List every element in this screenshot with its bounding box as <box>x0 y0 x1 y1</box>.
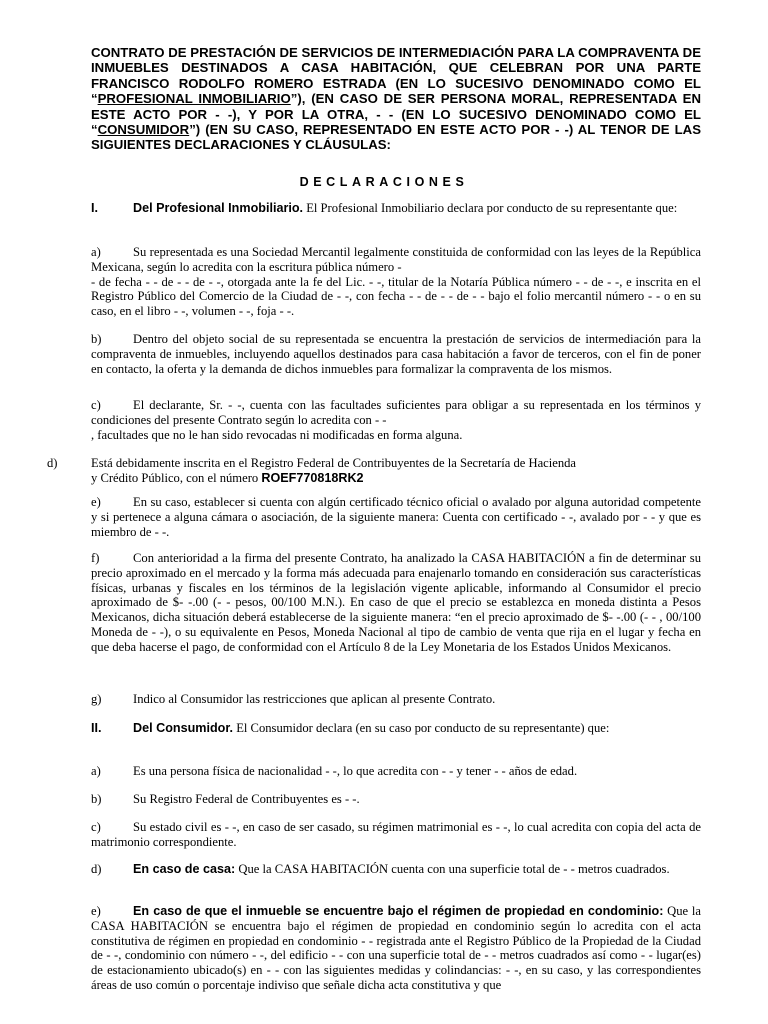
item-heading: En caso de casa: <box>133 862 236 876</box>
section-2-intro <box>91 721 701 736</box>
declaration-2a <box>91 764 701 779</box>
title-part-3: ”) (EN SU CASO, REPRESENTADO EN ESTE ACTO POR - -) AL TENOR DE LAS SIGUIENTES DECLARACIONES Y CLÁUSULAS: <box>91 122 701 153</box>
section-1-number: I. <box>91 201 98 215</box>
item-text: El declarante, Sr. - -, cuenta con las facultades suficientes para obligar a su representada en los términos y condiciones del presente Contrato según lo acredita con - - <box>91 398 701 427</box>
declaration-2b <box>91 792 701 807</box>
declaration-1d <box>91 456 701 486</box>
item-text: Su Registro Federal de Contribuyentes es - -. <box>133 792 360 806</box>
section-1-text: El Profesional Inmobiliario declara por conducto de su representante que: <box>303 201 678 215</box>
item-label: g) <box>91 692 102 706</box>
item-text: Está debidamente inscrita en el Registro Federal de Contribuyentes de la Secretaría de Hacienda <box>91 456 577 470</box>
item-label: e) <box>91 495 101 509</box>
item-label: e) <box>91 904 101 918</box>
item-label: a) <box>91 764 101 778</box>
declaraciones-heading: DECLARACIONES <box>299 175 469 189</box>
item-text-continued: y Crédito Público, con el número <box>91 470 262 485</box>
title-profesional-inmobiliario: PROFESIONAL INMOBILIARIO <box>97 91 291 107</box>
declaration-1g <box>91 692 701 707</box>
declaration-1d-label: d) <box>47 456 58 470</box>
title-part-2: ”), (EN CASO DE SER PERSONA MORAL, REPRESENTADA EN ESTE ACTO POR - -), Y POR LA OTRA, - - (EN LO SUCESIVO DENOMINADO COMO EL “ <box>91 91 701 138</box>
item-text: Indico al Consumidor las restricciones que aplican al presente Contrato. <box>133 692 496 706</box>
section-1-intro <box>91 201 701 216</box>
item-label: c) <box>91 398 101 412</box>
declaration-2e <box>91 904 701 993</box>
item-label: c) <box>91 820 101 834</box>
declaration-2c <box>91 820 701 850</box>
item-label: f) <box>91 551 100 565</box>
item-text: Con anterioridad a la firma del presente Contrato, ha analizado la CASA HABITACIÓN a fin de determinar su precio aproximado en el mercado y la forma más adecuada para enajenarlo tomando en consideración sus características físicas, urbanas y fiscales en los términos de la legislación vigente aplicable, informando al Consumidor el precio aproximado de $- -.00 (- - pesos, 00/100 M.N.). En caso de que el precio se establezca en moneda distinta a Pesos Mexicanos, dicha situación deberá establecerse de la siguiente manera: “en el precio aproximado de $- -.00 (- - , 00/100 Moneda de - -), o su equivalente en Pesos, Moneda Nacional al tipo de cambio de venta que rija en el lugar y fecha en que deba hacerse el pago, de conformidad con el Artículo 8 de la Ley Monetaria de los Estados Unidos Mexicanos. <box>91 551 701 654</box>
item-label: a) <box>91 245 101 259</box>
rfc-number: ROEF770818RK2 <box>261 470 364 485</box>
item-heading: En caso de que el inmueble se encuentre bajo el régimen de propiedad en condominio: <box>133 904 664 918</box>
item-text-continued: - de fecha - - de - - de - -, otorgada ante la fe del Lic. - -, titular de la Notaría Pública número - - de - -, e inscrita en el Registro Público del Comercio de la Ciudad de - -, con fecha - - de - - de - - bajo el folio mercantil número - - o en su caso, en el libro - -, volumen - -, foja - -. <box>91 274 701 319</box>
contract-title <box>91 45 701 153</box>
declaration-1b <box>91 332 701 376</box>
declaration-1f <box>91 551 701 655</box>
item-text: Es una persona física de nacionalidad - -, lo que acredita con - - y tener - - años de edad. <box>133 764 578 778</box>
item-label: b) <box>91 332 102 346</box>
item-text: Su representada es una Sociedad Mercantil legalmente constituida de conformidad con las leyes de la República Mexicana, según lo acredita con la escritura pública número - <box>91 245 701 274</box>
item-label: d) <box>91 862 102 876</box>
item-text: Su estado civil es - -, en caso de ser casado, su régimen matrimonial es - -, lo cual acredita con copia del acta de matrimonio correspondiente. <box>91 820 701 849</box>
title-consumidor: CONSUMIDOR <box>97 122 190 138</box>
item-text: Que la CASA HABITACIÓN se encuentra bajo el régimen de propiedad en condominio según lo acredita con el acta constitutiva de régimen en propiedad en condominio - - registrada ante el Registro Público de la Propiedad de la Ciudad de - -, condominio con número - -, del edificio - - con una superficie total de - - metros cuadrados así como - - lugar(es) de estacionamiento ubicado(s) en - - con las siguientes medidas y colindancias: - -, en su caso, y las correspondientes áreas de uso común o porcentaje indiviso que señale dicha acta constitutiva y que <box>91 904 701 992</box>
item-text: En su caso, establecer si cuenta con algún certificado técnico oficial o avalado por alguna autoridad competente y si pertenece a alguna cámara o asociación, de la siguiente manera: Cuenta con certificado - -, avalado por - - y que es miembro de - -. <box>91 495 701 539</box>
declaration-1c <box>91 398 701 442</box>
declaration-1a <box>91 245 701 319</box>
section-1-heading: Del Profesional Inmobiliario. <box>133 201 304 215</box>
title-part-1: CONTRATO DE PRESTACIÓN DE SERVICIOS DE INTERMEDIACIÓN PARA LA COMPRAVENTA DE INMUEBLES DESTINADOS A CASA HABITACIÓN, QUE CELEBRAN POR UNA PARTE FRANCISCO RODOLFO ROMERO ESTRADA (EN LO SUCESIVO DENOMINADO COMO EL “ <box>91 45 701 107</box>
section-2-number: II. <box>91 721 102 735</box>
item-text-continued: , facultades que no le han sido revocadas ni modificadas en forma alguna. <box>91 427 463 442</box>
item-label: b) <box>91 792 102 806</box>
declaration-1e <box>91 495 701 539</box>
section-2-heading: Del Consumidor. <box>133 721 234 735</box>
item-text: Que la CASA HABITACIÓN cuenta con una superficie total de - - metros cuadrados. <box>235 862 670 876</box>
item-text: Dentro del objeto social de su representada se encuentra la prestación de servicios de intermediación para la compraventa de inmuebles, incluyendo aquellos destinados para casa habitación a favor de terceros, con el fin de poner en contacto, la oferta y la demanda de dichos inmuebles para formalizar la compraventa de los mismos. <box>91 332 701 376</box>
section-2-text: El Consumidor declara (en su caso por conducto de su representante) que: <box>233 721 610 735</box>
declaration-2d <box>91 862 701 877</box>
